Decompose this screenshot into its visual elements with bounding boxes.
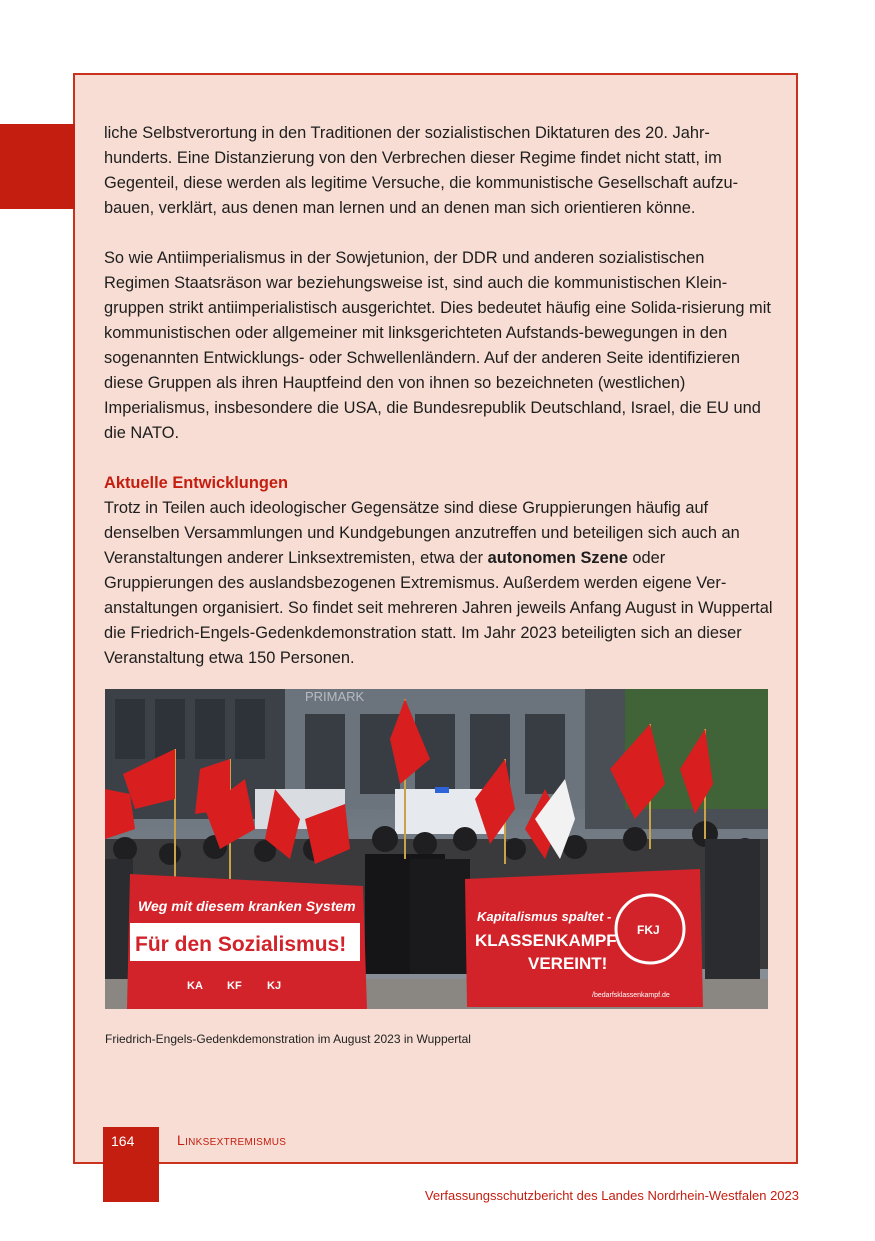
banner-right-badge: FKJ — [637, 923, 660, 937]
banner-left-logo-2: KF — [227, 980, 242, 992]
side-tab — [0, 124, 75, 209]
demonstration-photo — [105, 689, 768, 1009]
banner-left — [127, 874, 367, 1009]
banner-right-line1: Kapitalismus spaltet - — [477, 909, 612, 924]
paragraph-2: So wie Antiimperialismus in der Sowjetunion, der DDR und anderen sozialistischen Regimen Staatsräson war beziehungsweise ist, sind auch die kommunistischen Klein-gruppen strikt antiimperialistisch ausgerichtet. Dies bedeutet häufig eine Solida-risierung mit kommunistischen oder allgemeiner mit linksgerichteten Aufstands-bewegungen in den sogenannten Entwicklungs- oder Schwellenländern. Auf der anderen Seite identifizieren diese Gruppen als ihren Hauptfeind den von ihnen so bezeichneten (westlichen) Imperialismus, insbesondere die USA, die Bundesrepublik Deutschland, Israel, die EU und die NATO. — [104, 249, 771, 442]
store-sign: PRIMARK — [305, 689, 365, 704]
banner-right-line2: KLASSENKAMPF — [475, 931, 617, 950]
banner-left-logo-1: KA — [187, 980, 203, 992]
banner-right — [465, 869, 703, 1007]
footer-report-title: Verfassungsschutzbericht des Landes Nordrhein-Westfalen 2023 — [424, 1188, 799, 1203]
autonomen-szene-term: autonomen Szene — [487, 549, 628, 567]
section-label: Linksextremismus — [177, 1132, 287, 1148]
paragraph-1: liche Selbstverortung in den Traditionen der sozialistischen Diktaturen des 20. Jahr-hunderts. Eine Distanzierung von den Verbrechen dieser Regime findet nicht statt, im Gegenteil, diese werden als legitime Versuche, die kommunistische Gesellschaft aufzu-bauen, verklärt, aus denen man lernen und an denen man sich orientieren könne. — [104, 124, 739, 217]
section-heading: Aktuelle Entwicklungen — [104, 474, 288, 492]
banner-left-line2: Für den Sozialismus! — [135, 933, 347, 956]
page-number: 164 — [103, 1127, 159, 1202]
body-text — [104, 121, 774, 671]
banner-left-logo-3: KJ — [267, 980, 282, 992]
banner-right-url: /bedarfsklassenkampf.de — [592, 992, 670, 999]
photo-caption: Friedrich-Engels-Gedenkdemonstration im August 2023 in Wuppertal — [105, 1032, 471, 1046]
banner-right-line3: VEREINT! — [528, 954, 608, 973]
paragraph-3 — [104, 496, 774, 671]
banner-left-line1: Weg mit diesem kranken System — [138, 898, 356, 914]
paragraph-3-part-a: Trotz in Teilen auch ideologischer Gegensätze sind diese Gruppierungen häufig auf denselben Versammlungen und Kundgebungen anzutreffen und beteiligen sich auch an Veranstaltungen anderer Linksextremisten, etwa der — [104, 499, 740, 567]
paragraph-3-part-b: oder Gruppierungen des auslandsbezogenen Extremismus. Außerdem werden eigene Ver-anstaltungen organisiert. So findet seit mehreren Jahren jeweils Anfang August in Wuppertal die Friedrich-Engels-Gedenkdemonstration statt. Im Jahr 2023 beteiligten sich an dieser Veranstaltung etwa 150 Personen. — [104, 549, 773, 667]
